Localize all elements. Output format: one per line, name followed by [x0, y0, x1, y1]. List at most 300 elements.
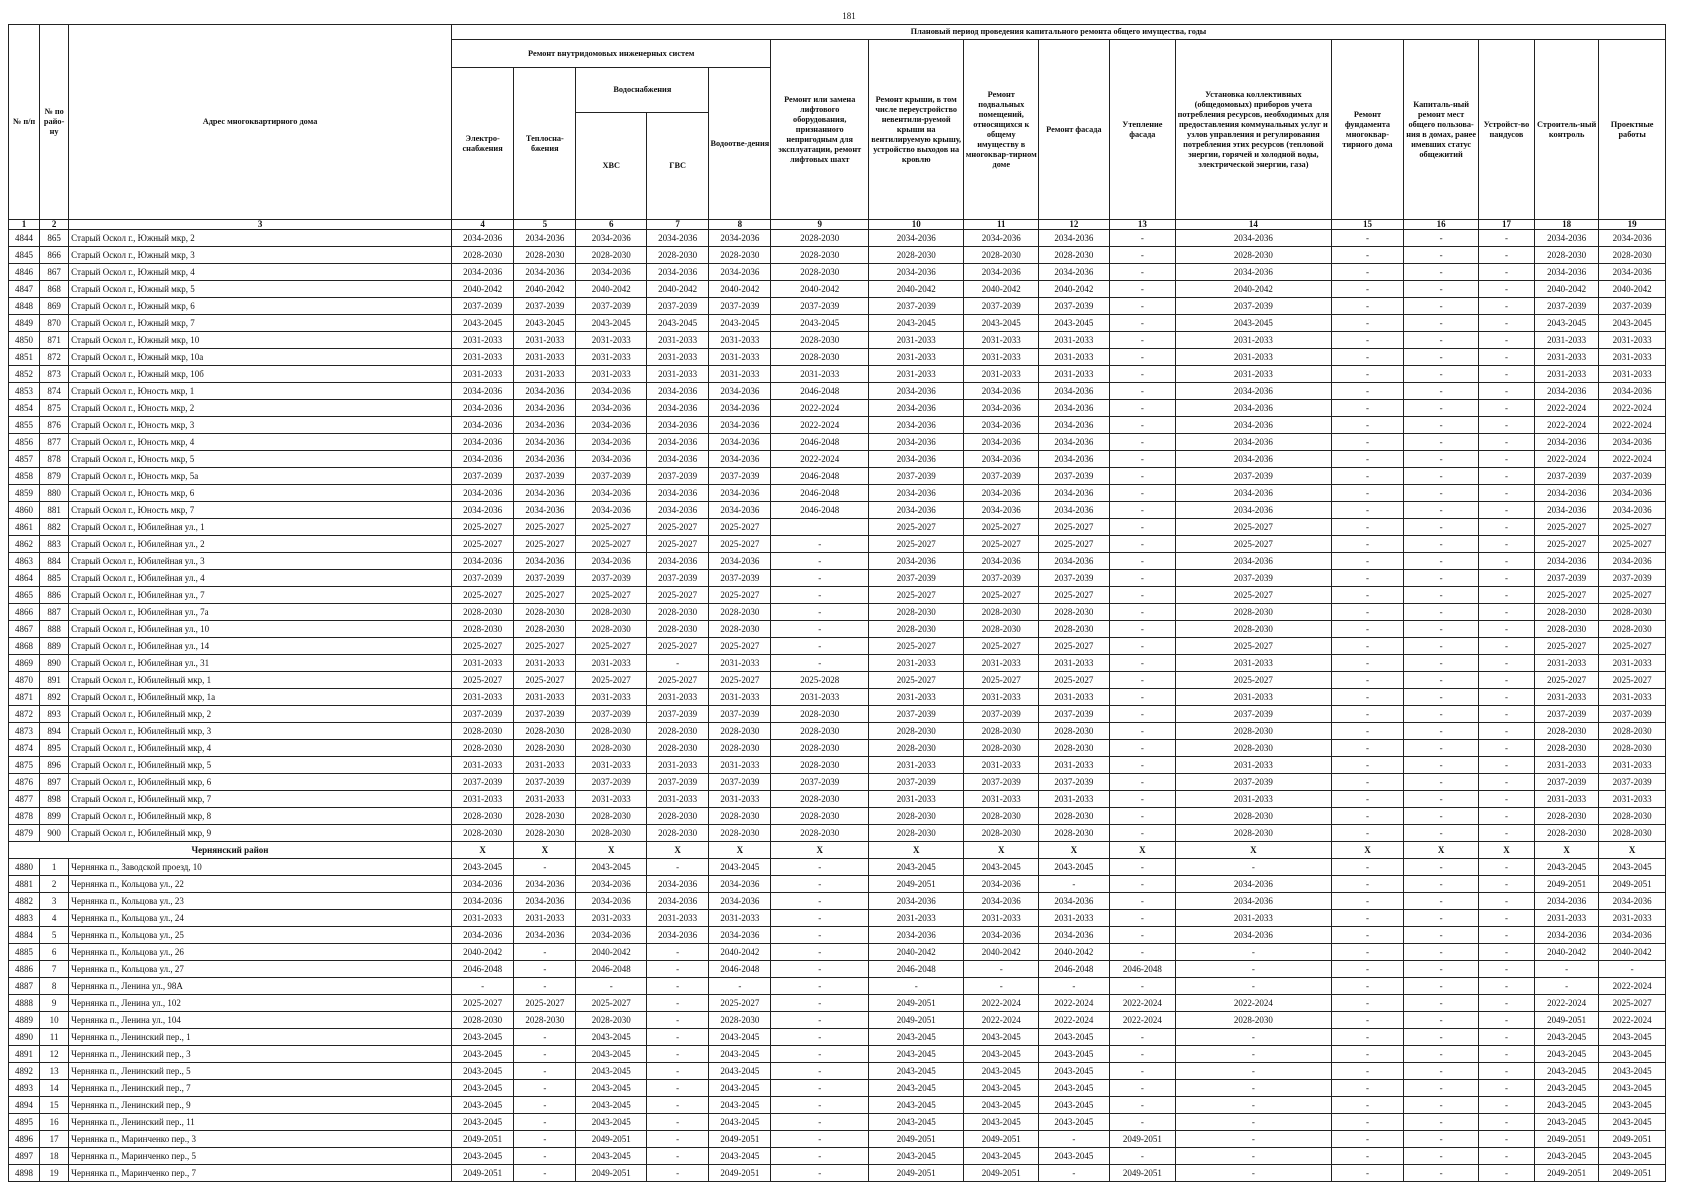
table-cell: -: [771, 638, 869, 655]
table-cell: 2025-2027: [1176, 587, 1332, 604]
table-cell: -: [1404, 825, 1479, 842]
table-cell: 2043-2045: [576, 1029, 647, 1046]
table-cell: 2043-2045: [868, 859, 963, 876]
table-row: [9, 757, 1666, 774]
table-cell: 2028-2030: [576, 808, 647, 825]
table-cell: 4865: [9, 587, 40, 604]
table-cell: 1: [40, 859, 69, 876]
table-cell: -: [1404, 1063, 1479, 1080]
table-cell: 16: [40, 1114, 69, 1131]
table-cell: 2028-2030: [709, 621, 771, 638]
table-cell: -: [1109, 468, 1175, 485]
table-cell: -: [1331, 519, 1404, 536]
table-cell: -: [1478, 298, 1534, 315]
table-cell: 2022-2024: [1599, 417, 1666, 434]
table-cell: 2034-2036: [647, 230, 709, 247]
table-cell: -: [1404, 417, 1479, 434]
table-cell: 2034-2036: [1039, 383, 1110, 400]
table-cell: 2022-2024: [1039, 995, 1110, 1012]
address-cell: Чернянка п., Ленина ул., 102: [69, 995, 452, 1012]
table-cell: 2025-2027: [1534, 638, 1598, 655]
table-cell: -: [1331, 1165, 1404, 1182]
table-cell: 2028-2030: [868, 247, 963, 264]
table-cell: -: [514, 1114, 576, 1131]
table-cell: -: [1109, 706, 1175, 723]
table-cell: 2043-2045: [1534, 1063, 1598, 1080]
table-cell: 4854: [9, 400, 40, 417]
table-cell: -: [1176, 1114, 1332, 1131]
table-cell: 4886: [9, 961, 40, 978]
table-cell: 2034-2036: [1599, 230, 1666, 247]
table-cell: -: [1404, 332, 1479, 349]
table-cell: 2034-2036: [1599, 927, 1666, 944]
address-cell: Старый Оскол г., Южный мкр, 4: [69, 264, 452, 281]
table-cell: 4884: [9, 927, 40, 944]
table-cell: -: [1109, 1097, 1175, 1114]
table-cell: 2031-2033: [1039, 689, 1110, 706]
header-period-title: Плановый период проведения капитального ремонта общего имущества, годы: [451, 25, 1665, 40]
table-cell: 2043-2045: [1039, 1114, 1110, 1131]
table-cell: 2028-2030: [709, 740, 771, 757]
table-cell: -: [1478, 876, 1534, 893]
table-cell: 2028-2030: [576, 604, 647, 621]
table-cell: 2028-2030: [771, 332, 869, 349]
table-cell: 2040-2042: [709, 281, 771, 298]
table-cell: 2034-2036: [576, 400, 647, 417]
table-cell: 2034-2036: [868, 264, 963, 281]
table-cell: 2043-2045: [451, 1080, 513, 1097]
table-cell: 2022-2024: [1176, 995, 1332, 1012]
table-cell: -: [771, 1046, 869, 1063]
table-cell: 2034-2036: [647, 876, 709, 893]
table-cell: 4849: [9, 315, 40, 332]
table-cell: -: [1109, 757, 1175, 774]
table-cell: 2031-2033: [709, 910, 771, 927]
table-cell: -: [647, 1029, 709, 1046]
table-cell: -: [1478, 1012, 1534, 1029]
table-cell: 4856: [9, 434, 40, 451]
table-cell: 2037-2039: [1039, 298, 1110, 315]
table-cell: 2034-2036: [647, 383, 709, 400]
table-cell: -: [771, 587, 869, 604]
table-cell: -: [1478, 536, 1534, 553]
table-cell: 2034-2036: [451, 383, 513, 400]
table-cell: 2040-2042: [964, 281, 1039, 298]
table-cell: 2037-2039: [451, 706, 513, 723]
table-cell: 2037-2039: [1039, 706, 1110, 723]
table-cell: -: [1331, 638, 1404, 655]
table-cell: 2025-2027: [647, 638, 709, 655]
table-cell: 2028-2030: [514, 740, 576, 757]
table-cell: 2025-2027: [451, 519, 513, 536]
table-cell: 2025-2027: [647, 519, 709, 536]
table-cell: -: [1109, 825, 1175, 842]
table-cell: 2028-2030: [647, 604, 709, 621]
table-cell: 2028-2030: [771, 230, 869, 247]
table-cell: 2043-2045: [964, 1080, 1039, 1097]
table-cell: 2028-2030: [514, 247, 576, 264]
table-cell: 4863: [9, 553, 40, 570]
table-cell: 872: [40, 349, 69, 366]
table-cell: 2031-2033: [1039, 349, 1110, 366]
table-cell: 2049-2051: [1534, 1012, 1598, 1029]
table-cell: 2025-2027: [964, 672, 1039, 689]
table-cell: -: [1331, 978, 1404, 995]
table-cell: -: [1478, 366, 1534, 383]
table-cell: -: [451, 978, 513, 995]
table-cell: 2028-2030: [451, 723, 513, 740]
table-cell: 14: [40, 1080, 69, 1097]
table-cell: 2034-2036: [451, 434, 513, 451]
district-mark: X: [1478, 842, 1534, 859]
table-cell: 2031-2033: [451, 689, 513, 706]
table-cell: -: [1109, 604, 1175, 621]
table-cell: 4870: [9, 672, 40, 689]
table-cell: -: [1404, 230, 1479, 247]
table-cell: 2022-2024: [964, 1012, 1039, 1029]
table-cell: 2049-2051: [576, 1131, 647, 1148]
table-cell: -: [1478, 417, 1534, 434]
column-number: 5: [514, 220, 576, 230]
table-cell: 2037-2039: [1534, 706, 1598, 723]
table-cell: -: [1404, 366, 1479, 383]
table-cell: 2034-2036: [451, 893, 513, 910]
table-cell: 2034-2036: [1176, 502, 1332, 519]
table-cell: -: [771, 1148, 869, 1165]
table-cell: 2031-2033: [868, 689, 963, 706]
table-cell: 2043-2045: [1599, 315, 1666, 332]
table-cell: -: [1109, 536, 1175, 553]
table-row: [9, 400, 1666, 417]
table-cell: 2034-2036: [514, 400, 576, 417]
table-cell: -: [1404, 995, 1479, 1012]
table-cell: 2028-2030: [1599, 723, 1666, 740]
table-cell: 900: [40, 825, 69, 842]
table-cell: 2049-2051: [709, 1165, 771, 1182]
table-cell: -: [514, 1063, 576, 1080]
table-cell: -: [1331, 587, 1404, 604]
table-cell: -: [647, 1080, 709, 1097]
table-cell: 2028-2030: [964, 604, 1039, 621]
table-cell: -: [1331, 893, 1404, 910]
table-cell: 2043-2045: [964, 1046, 1039, 1063]
table-cell: -: [1331, 1080, 1404, 1097]
table-cell: 4895: [9, 1114, 40, 1131]
table-cell: 2031-2033: [1176, 655, 1332, 672]
table-cell: 2049-2051: [1599, 1131, 1666, 1148]
table-row: [9, 774, 1666, 791]
table-row: [9, 910, 1666, 927]
table-cell: 2031-2033: [1176, 791, 1332, 808]
address-cell: Старый Оскол г., Юность мкр, 2: [69, 400, 452, 417]
table-cell: -: [1404, 434, 1479, 451]
table-cell: 4874: [9, 740, 40, 757]
table-cell: -: [1109, 944, 1175, 961]
table-cell: 2028-2030: [1039, 247, 1110, 264]
district-mark: X: [1599, 842, 1666, 859]
table-cell: -: [1331, 859, 1404, 876]
table-cell: 2034-2036: [451, 417, 513, 434]
table-cell: 895: [40, 740, 69, 757]
table-row: [9, 961, 1666, 978]
table-cell: -: [1109, 723, 1175, 740]
table-cell: -: [1109, 553, 1175, 570]
table-cell: -: [771, 910, 869, 927]
table-cell: 2031-2033: [1534, 655, 1598, 672]
table-cell: 2037-2039: [1534, 570, 1598, 587]
table-cell: 2028-2030: [647, 621, 709, 638]
table-cell: -: [1109, 502, 1175, 519]
table-cell: -: [1404, 1029, 1479, 1046]
table-cell: 2025-2027: [1534, 587, 1598, 604]
table-cell: 2031-2033: [771, 689, 869, 706]
table-cell: -: [1331, 383, 1404, 400]
address-cell: Старый Оскол г., Юность мкр, 5: [69, 451, 452, 468]
table-row: [9, 995, 1666, 1012]
table-cell: 2022-2024: [1534, 417, 1598, 434]
table-cell: 2037-2039: [451, 570, 513, 587]
address-cell: Старый Оскол г., Юбилейный мкр, 1: [69, 672, 452, 689]
table-cell: 2043-2045: [451, 859, 513, 876]
table-cell: 2043-2045: [1039, 1029, 1110, 1046]
table-row: [9, 1148, 1666, 1165]
table-cell: -: [771, 927, 869, 944]
table-cell: 2025-2027: [709, 995, 771, 1012]
table-cell: 5: [40, 927, 69, 944]
header-meters: Установка коллективных (общедомовых) приборов учета потребления ресурсов, необходимых для предоставления коммунальных услуг и узлов управления и регулирования потребления этих ресурсов (тепловой энергии, горячей и холодной воды, электрической энергии, газа): [1176, 40, 1332, 220]
table-cell: 2028-2030: [771, 740, 869, 757]
table-cell: 2031-2033: [1176, 332, 1332, 349]
table-cell: 2025-2027: [709, 638, 771, 655]
table-cell: 2043-2045: [1599, 1046, 1666, 1063]
table-cell: 4875: [9, 757, 40, 774]
table-cell: 879: [40, 468, 69, 485]
column-number: 15: [1331, 220, 1404, 230]
table-cell: 2031-2033: [451, 757, 513, 774]
table-cell: -: [1478, 587, 1534, 604]
table-cell: -: [1404, 383, 1479, 400]
column-numbers-row: [9, 220, 1666, 230]
table-cell: 870: [40, 315, 69, 332]
table-cell: 2028-2030: [514, 604, 576, 621]
table-cell: -: [1404, 587, 1479, 604]
table-cell: 2034-2036: [964, 417, 1039, 434]
address-cell: Старый Оскол г., Юбилейная ул., 31: [69, 655, 452, 672]
table-cell: 2022-2024: [964, 995, 1039, 1012]
table-cell: 2034-2036: [964, 893, 1039, 910]
table-cell: -: [1478, 1114, 1534, 1131]
table-cell: 2037-2039: [709, 570, 771, 587]
table-cell: 2037-2039: [1039, 468, 1110, 485]
column-number: 9: [771, 220, 869, 230]
table-cell: 2028-2030: [868, 740, 963, 757]
table-cell: -: [1331, 332, 1404, 349]
capital-repair-table: [8, 24, 1666, 1182]
table-cell: 2034-2036: [647, 485, 709, 502]
table-cell: 4845: [9, 247, 40, 264]
address-cell: Старый Оскол г., Юбилейная ул., 7: [69, 587, 452, 604]
table-cell: 896: [40, 757, 69, 774]
header-heating: Теплосна-бжения: [514, 68, 576, 220]
table-cell: 2037-2039: [868, 468, 963, 485]
table-cell: 2028-2030: [709, 723, 771, 740]
table-cell: 2028-2030: [1176, 621, 1332, 638]
table-cell: 2025-2027: [1599, 536, 1666, 553]
table-cell: 2031-2033: [1176, 757, 1332, 774]
table-cell: 2037-2039: [1534, 774, 1598, 791]
table-cell: -: [1331, 349, 1404, 366]
table-cell: 2037-2039: [647, 298, 709, 315]
table-cell: 4896: [9, 1131, 40, 1148]
table-cell: -: [647, 1114, 709, 1131]
address-cell: Чернянка п., Ленинский пер., 5: [69, 1063, 452, 1080]
table-cell: 2031-2033: [1599, 655, 1666, 672]
table-cell: 2034-2036: [576, 417, 647, 434]
table-cell: 2028-2030: [1599, 808, 1666, 825]
table-cell: -: [1109, 332, 1175, 349]
table-cell: -: [771, 893, 869, 910]
table-cell: -: [1331, 366, 1404, 383]
table-cell: 2028-2030: [709, 604, 771, 621]
table-cell: 2028-2030: [514, 825, 576, 842]
table-cell: 2028-2030: [514, 621, 576, 638]
table-cell: -: [771, 570, 869, 587]
table-cell: 2037-2039: [964, 468, 1039, 485]
table-cell: 2028-2030: [451, 604, 513, 621]
table-cell: 2028-2030: [771, 808, 869, 825]
table-cell: 2034-2036: [647, 451, 709, 468]
table-cell: -: [514, 1080, 576, 1097]
table-cell: 2049-2051: [868, 1165, 963, 1182]
table-cell: 892: [40, 689, 69, 706]
table-cell: 2034-2036: [868, 417, 963, 434]
table-cell: -: [1109, 1080, 1175, 1097]
table-cell: 2031-2033: [1534, 910, 1598, 927]
table-cell: 2028-2030: [451, 247, 513, 264]
table-cell: 2034-2036: [868, 485, 963, 502]
table-cell: 2043-2045: [451, 1063, 513, 1080]
table-cell: 2043-2045: [1039, 1046, 1110, 1063]
table-cell: 2037-2039: [1039, 774, 1110, 791]
table-cell: 2040-2042: [1534, 281, 1598, 298]
table-cell: 4893: [9, 1080, 40, 1097]
table-cell: 4848: [9, 298, 40, 315]
table-cell: 893: [40, 706, 69, 723]
table-cell: -: [576, 978, 647, 995]
table-cell: -: [514, 1046, 576, 1063]
table-cell: 2028-2030: [647, 740, 709, 757]
table-cell: 2031-2033: [1599, 757, 1666, 774]
table-cell: 2034-2036: [514, 264, 576, 281]
table-cell: 2031-2033: [451, 910, 513, 927]
table-cell: 3: [40, 893, 69, 910]
table-cell: 2028-2030: [1599, 604, 1666, 621]
column-number: 3: [69, 220, 452, 230]
table-cell: -: [514, 1165, 576, 1182]
table-cell: -: [771, 995, 869, 1012]
table-cell: -: [1109, 689, 1175, 706]
table-cell: -: [1404, 315, 1479, 332]
table-cell: 2037-2039: [868, 298, 963, 315]
table-cell: -: [1331, 740, 1404, 757]
table-cell: 4857: [9, 451, 40, 468]
table-cell: -: [1109, 315, 1175, 332]
table-cell: -: [1534, 961, 1598, 978]
table-row: [9, 1080, 1666, 1097]
table-cell: -: [1478, 672, 1534, 689]
table-cell: 4892: [9, 1063, 40, 1080]
table-cell: 2025-2027: [1534, 672, 1598, 689]
address-cell: Чернянка п., Маринченко пер., 7: [69, 1165, 452, 1182]
table-cell: 2034-2036: [964, 553, 1039, 570]
table-cell: 2025-2027: [868, 536, 963, 553]
table-cell: -: [1331, 1114, 1404, 1131]
table-cell: 2049-2051: [709, 1131, 771, 1148]
table-cell: 2031-2033: [647, 757, 709, 774]
table-cell: 2031-2033: [647, 349, 709, 366]
table-cell: 2034-2036: [1599, 502, 1666, 519]
table-cell: 2046-2048: [771, 434, 869, 451]
table-cell: 2028-2030: [1534, 621, 1598, 638]
table-cell: 2037-2039: [709, 774, 771, 791]
table-cell: 2043-2045: [1599, 1097, 1666, 1114]
table-cell: -: [1176, 1131, 1332, 1148]
table-cell: 2025-2027: [514, 995, 576, 1012]
table-cell: 2031-2033: [1599, 689, 1666, 706]
address-cell: Старый Оскол г., Юбилейный мкр, 3: [69, 723, 452, 740]
address-cell: Старый Оскол г., Юность мкр, 3: [69, 417, 452, 434]
table-cell: 2037-2039: [576, 706, 647, 723]
table-cell: -: [1331, 723, 1404, 740]
table-cell: -: [771, 1131, 869, 1148]
table-cell: 2031-2033: [514, 366, 576, 383]
table-cell: 865: [40, 230, 69, 247]
table-cell: 2034-2036: [964, 383, 1039, 400]
table-cell: 2043-2045: [1534, 1114, 1598, 1131]
table-cell: 2034-2036: [1039, 893, 1110, 910]
table-cell: -: [1109, 859, 1175, 876]
table-cell: -: [1478, 434, 1534, 451]
table-cell: -: [1478, 774, 1534, 791]
address-cell: Старый Оскол г., Юбилейный мкр, 5: [69, 757, 452, 774]
table-cell: 866: [40, 247, 69, 264]
table-row: [9, 1029, 1666, 1046]
table-cell: 2025-2027: [1039, 536, 1110, 553]
table-cell: 2034-2036: [964, 230, 1039, 247]
table-cell: -: [1404, 400, 1479, 417]
table-cell: -: [1109, 774, 1175, 791]
table-cell: 2025-2027: [1176, 536, 1332, 553]
table-cell: 2028-2030: [514, 1012, 576, 1029]
table-cell: 2034-2036: [709, 264, 771, 281]
table-cell: 2031-2033: [1176, 910, 1332, 927]
table-cell: 4869: [9, 655, 40, 672]
table-cell: 2025-2027: [1176, 638, 1332, 655]
table-cell: 2031-2033: [709, 366, 771, 383]
table-cell: 2043-2045: [771, 315, 869, 332]
table-cell: 2043-2045: [451, 315, 513, 332]
table-cell: 2049-2051: [1109, 1131, 1175, 1148]
table-cell: 2040-2042: [868, 281, 963, 298]
table-cell: -: [1109, 1063, 1175, 1080]
table-cell: -: [1404, 978, 1479, 995]
table-cell: -: [1404, 485, 1479, 502]
table-cell: -: [1176, 944, 1332, 961]
table-cell: -: [1404, 264, 1479, 281]
table-cell: 2043-2045: [1599, 1114, 1666, 1131]
address-cell: Старый Оскол г., Южный мкр, 10: [69, 332, 452, 349]
table-cell: -: [771, 1012, 869, 1029]
